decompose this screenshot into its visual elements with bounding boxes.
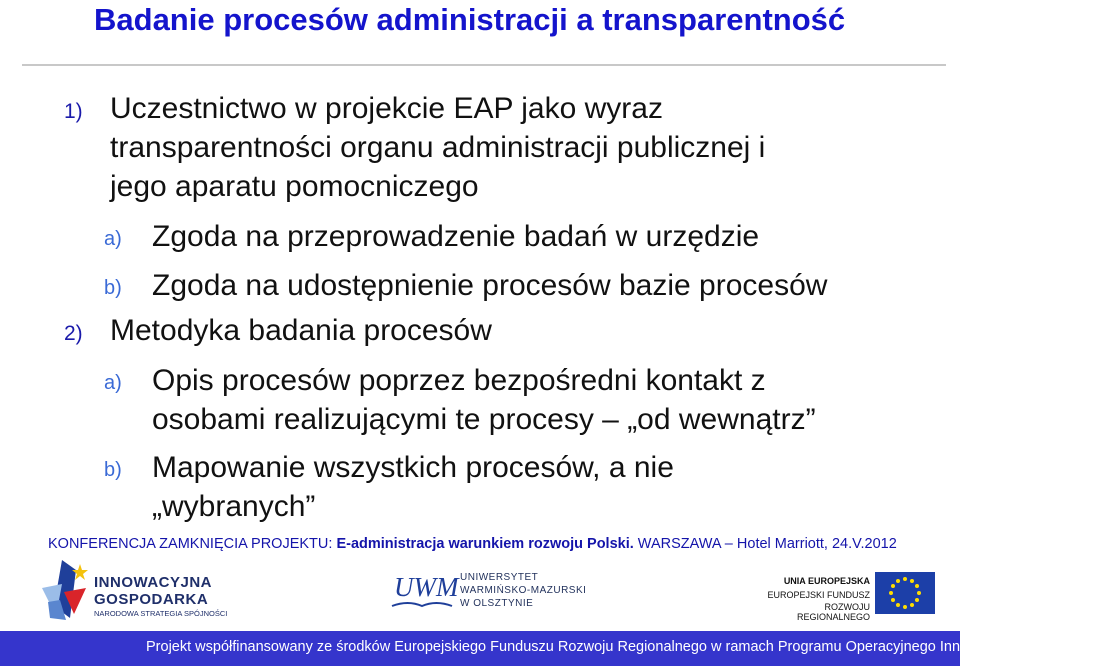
uwm-logo <box>388 566 588 616</box>
innowacyjna-gospodarka-logo <box>40 558 240 624</box>
ig-line3: NARODOWA STRATEGIA SPÓJNOŚCI <box>94 609 228 618</box>
eu-line2: EUROPEJSKI FUNDUSZ <box>767 590 870 600</box>
item-text-line: Uczestnictwo w projekcie EAP jako wyraz <box>110 92 663 125</box>
eu-flag-icon <box>875 572 935 614</box>
eu-line1: UNIA EUROPEJSKA <box>783 576 870 586</box>
conference-prefix: KONFERENCJA ZAMKNIĘCIA PROJEKTU: <box>48 536 337 552</box>
item-number: 1) <box>64 100 83 123</box>
subitem-text: osobami realizującymi te procesy – „od wewnątrz” <box>152 403 816 436</box>
conference-suffix: WARSZAWA – Hotel Marriott, 24.V.2012 <box>633 536 897 552</box>
subitem-letter: a) <box>104 228 122 250</box>
uwm-line2: WARMIŃSKO-MAZURSKI <box>460 585 587 596</box>
uwm-mark <box>388 572 459 610</box>
subitem-letter: a) <box>104 372 122 394</box>
subitem-text: Mapowanie wszystkich procesów, a nie <box>152 451 674 484</box>
page-title: Badanie procesów administracji a transparentność <box>94 2 846 37</box>
footer-bar <box>0 631 1104 666</box>
subitem-text: Zgoda na przeprowadzenie badań w urzędzie <box>152 220 760 253</box>
eu-logo <box>760 572 940 622</box>
item-text-line: transparentności organu administracji publicznej i <box>110 131 766 164</box>
subitem-text: Zgoda na udostępnienie procesów bazie procesów <box>152 269 828 302</box>
uwm-letters: UWM <box>394 572 459 602</box>
uwm-line3: W OLSZTYNIE <box>460 598 534 609</box>
subitem-text: „wybranych” <box>152 490 316 523</box>
subitem-text: Opis procesów poprzez bezpośredni kontakt z <box>152 364 766 397</box>
subitem-letter: b) <box>104 459 122 481</box>
ig-line2: GOSPODARKA <box>94 591 209 608</box>
item-text-line: Metodyka badania procesów <box>110 314 492 347</box>
ig-emblem-icon <box>40 558 90 624</box>
conference-title: E-administracja warunkiem rozwoju Polski. <box>336 536 634 552</box>
item-number: 2) <box>64 322 83 345</box>
uwm-line1: UNIWERSYTET <box>460 572 539 583</box>
item-text-line: jego aparatu pomocniczego <box>110 170 479 203</box>
footer-text: Projekt współfinansowany ze środków Europejskiego Funduszu Rozwoju Regionalnego w ramach Programu Operacyjnego Innowacyjna Gospodarka <box>146 639 1104 655</box>
ig-line1: INNOWACYJNA <box>94 574 213 591</box>
subitem-letter: b) <box>104 277 122 299</box>
conference-banner <box>48 536 897 552</box>
eu-line3: ROZWOJU REGIONALNEGO <box>796 602 870 622</box>
